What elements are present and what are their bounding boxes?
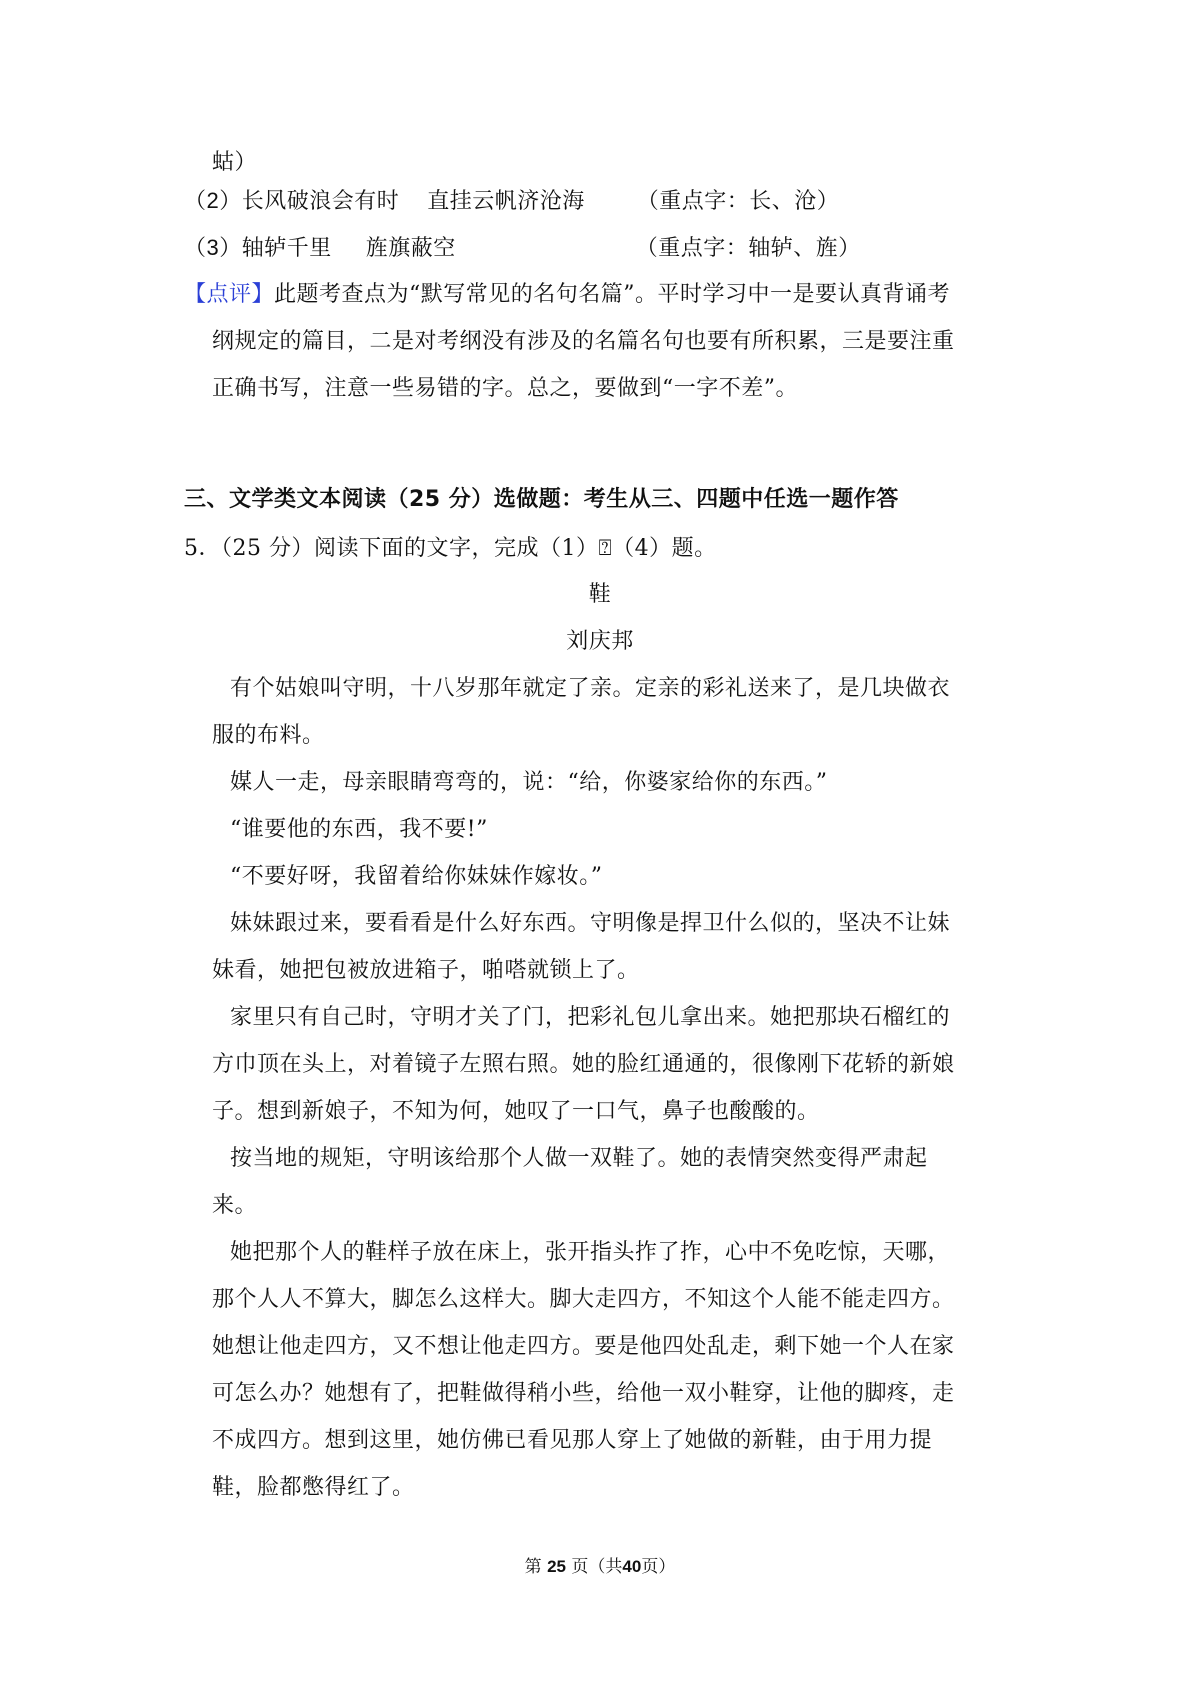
comment-line-1 — [184, 280, 950, 310]
comment-text-1: 此题考查点为“默写常见的名句名篇”。平时学习中一是要认真背诵考 — [274, 282, 951, 307]
item-2-part1: 长风破浪会有时 — [241, 189, 400, 214]
answer-item-3 — [184, 233, 861, 264]
answer-item-2 — [184, 186, 839, 217]
story-line: 媒人一走，母亲眼睛弯弯的，说：“给，你婆家给你的东西。” — [230, 770, 828, 795]
story-line: 妹看，她把包被放进箱子，啪嗒就锁上了。 — [212, 958, 640, 983]
footer-total-pages: 40 — [622, 1557, 642, 1576]
item-3-number: （3） — [184, 235, 242, 260]
story-line: 可怎么办？她想有了，把鞋做得稍小些，给他一双小鞋穿，让他的脚疼，走 — [212, 1381, 955, 1406]
comment-line-3: 正确书写，注意一些易错的字。总之，要做到“一字不差”。 — [212, 376, 798, 401]
story-line: 方巾顶在头上，对着镜子左照右照。她的脸红通通的，很像刚下花轿的新娘 — [212, 1052, 955, 1077]
item-3-part2: 旌旗蔽空 — [365, 236, 456, 261]
page-footer — [0, 1555, 1200, 1579]
section-heading: 三、文学类文本阅读（25 分）选做题：考生从三、四题中任选一题作答 — [184, 487, 899, 512]
item-2-note: （重点字：长、沧） — [636, 189, 840, 214]
comment-line-2: 纲规定的篇目，二是对考纲没有涉及的名篇名句也要有所积累，三是要注重 — [212, 329, 955, 354]
story-line: 她把那个人的鞋样子放在床上，张开指头拃了拃，心中不免吃惊，天哪， — [230, 1240, 951, 1265]
story-line: 鞋，脸都憋得红了。 — [212, 1475, 415, 1500]
item-2-part2: 直挂云帆济沧海 — [427, 189, 585, 214]
story-title: 鞋 — [588, 582, 612, 607]
item-2-number: （2） — [184, 188, 242, 213]
footer-suffix: 页） — [641, 1557, 676, 1577]
story-line: 服的布料。 — [212, 723, 325, 748]
item-3-part1: 轴轳千里 — [241, 236, 332, 261]
story-line: 那个人人不算大，脚怎么这样大。脚大走四方，不知这个人能不能走四方。 — [212, 1287, 955, 1312]
answer-continuation: 蛄） — [212, 150, 258, 175]
story-line: “不要好呀，我留着给你妹妹作嫁妆。” — [230, 864, 603, 889]
comment-label: 【点评】 — [184, 282, 275, 307]
story-line: 来。 — [212, 1193, 258, 1218]
story-line: 家里只有自己时，守明才关了门，把彩礼包儿拿出来。她把那块石榴红的 — [230, 1005, 951, 1030]
story-line: 按当地的规矩，守明该给那个人做一双鞋了。她的表情突然变得严肃起 — [230, 1146, 928, 1171]
story-line: 子。想到新娘子，不知为何，她叹了一口气，鼻子也酸酸的。 — [212, 1099, 820, 1124]
story-author: 刘庆邦 — [566, 629, 634, 654]
story-line: 她想让他走四方，又不想让他走四方。要是他四处乱走，剩下她一个人在家 — [212, 1334, 955, 1359]
story-line: “谁要他的东西，我不要!” — [230, 817, 488, 842]
footer-middle: 页（共 — [571, 1557, 623, 1577]
footer-prefix: 第 — [524, 1557, 542, 1577]
question-5: 5．（25 分）阅读下面的文字，完成（1）⍰（4）题。 — [184, 536, 717, 561]
story-line: 有个姑娘叫守明，十八岁那年就定了亲。定亲的彩礼送来了，是几块做衣 — [230, 676, 951, 701]
footer-page-number: 25 — [547, 1557, 566, 1576]
item-3-note: （重点字：轴轳、旌） — [635, 236, 861, 261]
story-line: 妹妹跟过来，要看看是什么好东西。守明像是捍卫什么似的，坚决不让妹 — [230, 911, 951, 936]
story-line: 不成四方。想到这里，她仿佛已看见那人穿上了她做的新鞋，由于用力提 — [212, 1428, 933, 1453]
